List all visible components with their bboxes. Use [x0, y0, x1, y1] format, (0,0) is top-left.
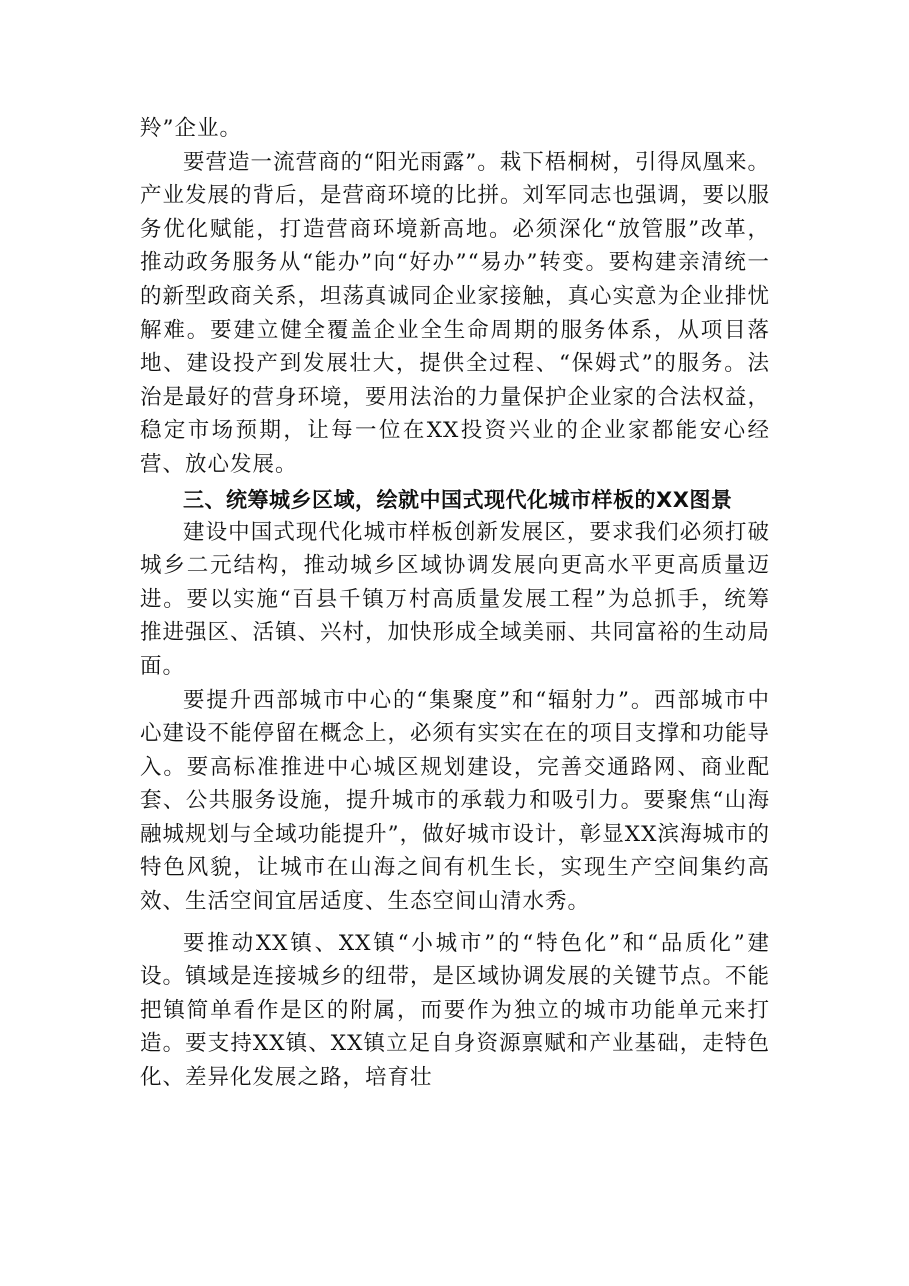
paragraph-business-environment: 要营造一流营商的“阳光雨露”。栽下梧桐树，引得凤凰来。产业发展的背后，是营商环境的比拼。刘军同志也强调，要以服务优化赋能，打造营商环境新高地。必须深化“放管服”改革，推动政务服务从“能办”向“好办”“易办”转变。要构建亲清统一的新型政商关系，坦荡真诚同企业家接触，真心实意为企业排忧解难。要建立健全覆盖企业全生命周期的服务体系，从项目落地、建设投产到发展壮大，提供全过程、“保姆式”的服务。法治是最好的营身环境，要用法治的力量保护企业家的合法权益，稳定市场预期，让每一位在XX投资兴业的企业家都能安心经营、放心发展。	[140, 149, 771, 477]
paragraph-western-city-center: 要提升西部城市中心的“集聚度”和“辐射力”。西部城市中心建设不能停留在概念上，必须有实实在在的项目支撑和功能导入。要高标准推进中心城区规划建设，完善交通路网、商业配套、公共服务设施，提升城市的承载力和吸引力。要聚焦“山海融城规划与全域功能提升”，做好城市设计，彰显XX滨海城市的特色风貌，让城市在山海之间有机生长，实现生产空间集约高效、生活空间宜居适度、生态空间山清水秀。	[140, 687, 771, 915]
paragraph-small-towns: 要推动XX镇、XX镇“小城市”的“特色化”和“品质化”建设。镇域是连接城乡的纽带，是区域协调发展的关键节点。不能把镇简单看作是区的附属，而要作为独立的城市功能单元来打造。要支持XX镇、XX镇立足自身资源禀赋和产业基础，走特色化、差异化发展之路，培育壮	[140, 930, 771, 1091]
document-body	[140, 112, 770, 1095]
paragraph-urban-rural-intro: 建设中国式现代化城市样板创新发展区，要求我们必须打破城乡二元结构，推动城乡区域协调发展向更高水平更高质量迈进。要以实施“百县千镇万村高质量发展工程”为总抓手，统筹推进强区、活镇、兴村，加快形成全域美丽、共同富裕的生动局面。	[140, 519, 771, 679]
paragraph-continuation: 羚”企业。	[140, 116, 242, 141]
section-heading: 三、统筹城乡区域，绘就中国式现代化城市样板的XX图景	[183, 487, 733, 512]
